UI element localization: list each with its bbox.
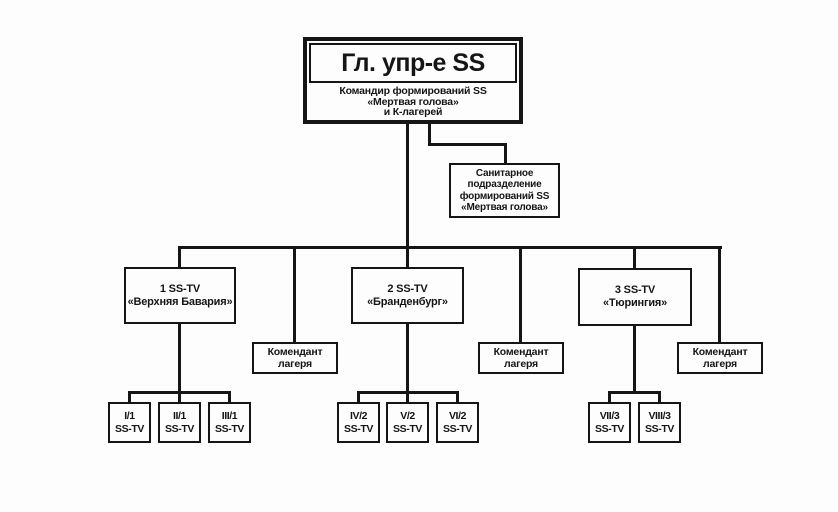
battalion-unit: SS-TV [215,422,244,435]
sanitary-line: Санитарное [475,167,534,179]
battalion-number: VII/3 [599,409,620,422]
battalion-unit: SS-TV [393,422,422,435]
root-box [303,37,523,124]
regiment-3-number: 3 SS-TV [614,284,656,296]
regiment-1-name: «Верхняя Бавария» [127,295,233,308]
battalion-box-i-1 [108,402,151,443]
commandant-2-line: лагеря [504,358,538,370]
root-subtitle-line: «Мертвая голова» [367,95,459,108]
regiment-2-name: «Бранденбург» [367,295,448,308]
battalion-unit: SS-TV [595,422,624,435]
battalion-box-vi-2 [436,402,479,443]
sanitary-line: подразделение [467,179,542,190]
commandant-3-line: лагеря [703,358,737,370]
battalion-box-iii-1 [208,402,251,443]
battalion-unit: SS-TV [443,422,472,435]
root-subtitle-line: и К-лагерей [383,106,443,118]
battalion-number: VI/2 [448,409,467,422]
regiment-1-box [124,267,236,324]
connector-regiment-3-down [633,325,636,393]
battalion-number: III/1 [221,409,238,422]
battalion-unit: SS-TV [115,422,144,435]
connector-drop-commandant-1 [293,246,296,343]
battalion-number: VIII/3 [648,409,671,422]
connector-main-bus [178,246,722,249]
connector-sanitary-vert-2 [504,143,507,164]
regiment-3-name: «Тюрингия» [602,297,668,309]
sanitary-unit-box [449,163,560,218]
commandant-2-box [478,342,564,374]
battalion-number: I/1 [124,409,135,422]
connector-drop-regiment-1 [178,246,181,268]
battalion-number: II/1 [173,409,186,422]
commandant-3-box [677,342,763,374]
root-title: Гл. упр-е SS [309,43,517,83]
battalion-number: V/2 [400,409,415,422]
sanitary-line: формирований SS [459,190,550,202]
regiment-1-number: 1 SS-TV [159,282,201,295]
connector-drop-commandant-3 [718,246,721,343]
root-subtitle-line: Командир формирований SS [339,85,487,97]
battalion-unit: SS-TV [645,422,674,435]
commandant-1-line: Комендант [267,346,323,358]
root-subtitle [339,83,486,118]
battalion-box-viii-3 [638,402,681,443]
sanitary-line: «Мертвая голова» [461,202,548,213]
commandant-1-box [252,342,338,374]
battalion-box-ii-1 [158,402,201,443]
battalion-unit: SS-TV [165,422,194,435]
connector-drop-regiment-3 [633,246,636,269]
commandant-1-line: лагеря [278,358,312,370]
connector-sanitary-horiz [428,143,507,146]
connector-group-3-bus [608,391,661,394]
battalion-box-v-2 [386,402,429,443]
battalion-unit: SS-TV [344,422,373,435]
commandant-2-line: Комендант [493,346,549,358]
connector-group-2-bus [357,391,459,394]
battalion-box-vii-3 [588,402,631,443]
connector-drop-commandant-2 [519,246,522,343]
regiment-3-box [578,268,692,326]
regiment-2-number: 2 SS-TV [387,282,428,295]
battalion-box-iv-2 [337,402,380,443]
battalion-number: IV/2 [349,409,368,422]
regiment-2-box [351,267,464,324]
commandant-3-line: Комендант [692,346,748,358]
connector-group-1-bus [128,391,231,394]
